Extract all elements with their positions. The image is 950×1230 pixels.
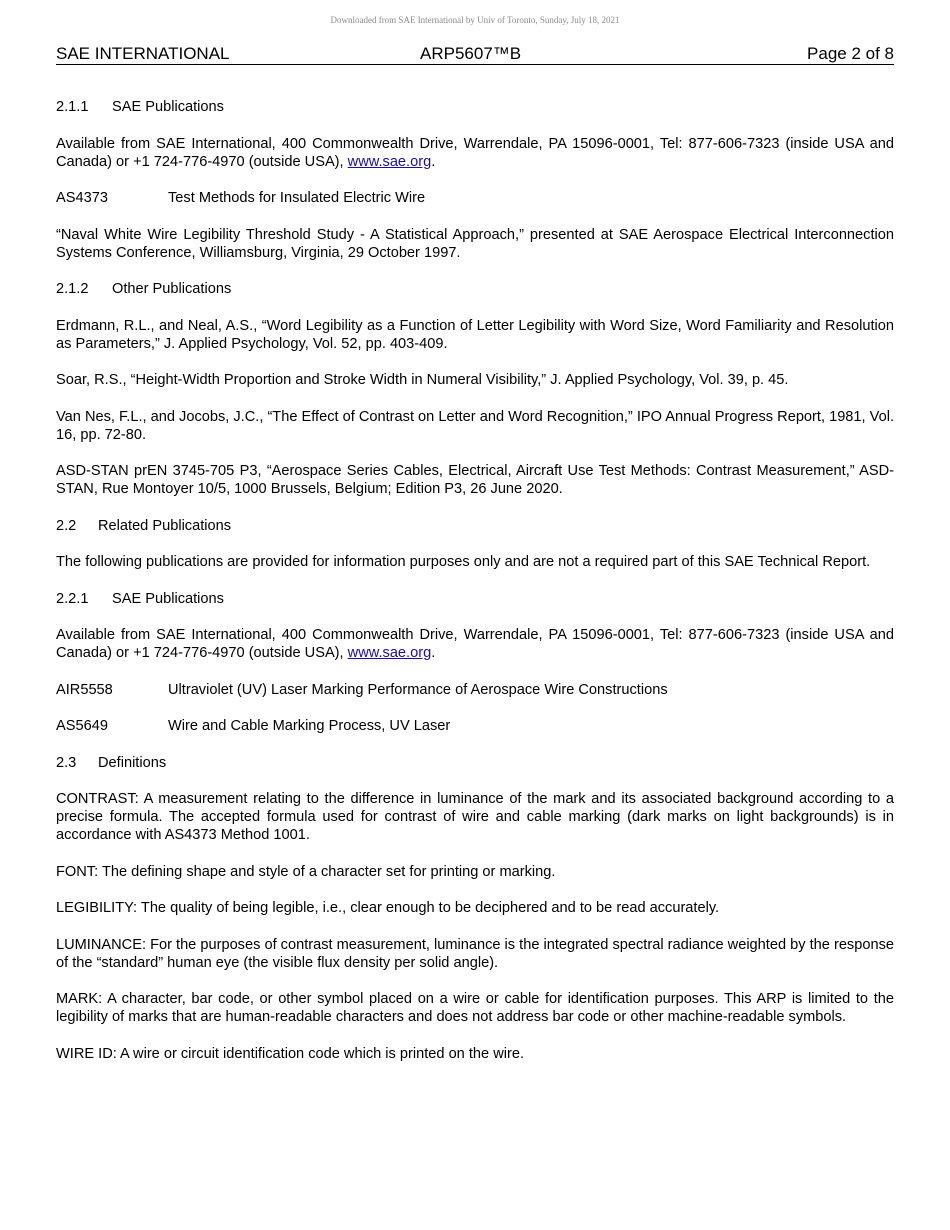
document-body <box>56 98 894 1063</box>
definition-legibility: LEGIBILITY: The quality of being legible, i.e., clear enough to be deciphered and to be read accurately. <box>56 900 720 916</box>
definition-font: FONT: The defining shape and style of a character set for printing or marking. <box>56 863 556 880</box>
availability-end: . <box>431 153 436 170</box>
section-heading-2-2 <box>56 517 894 535</box>
reference-as4373 <box>56 189 894 207</box>
header-page-number: Page 2 of 8 <box>807 44 894 63</box>
definition-wire-id: WIRE ID: A wire or circuit identification code which is printed on the wire. <box>56 1045 525 1062</box>
download-watermark: Downloaded from SAE International by Univ of Toronto, Sunday, July 18, 2021 <box>330 15 620 25</box>
header-doc-number: ARP5607™B <box>420 44 522 63</box>
section-heading-2-1-1 <box>56 98 894 116</box>
section-title: SAE Publications <box>112 99 224 115</box>
section-title: SAE Publications <box>112 590 224 607</box>
definition-mark: MARK: A character, bar code, or other symbol placed on a wire or cable for identification purposes. This ARP is limited to the legibility of marks that are human-readable characters and does not address bar code or other machine-readable symbols. <box>56 991 894 1025</box>
definition-contrast: CONTRAST: A measurement relating to the difference in luminance of the mark and its associated background according to a precise formula. The accepted formula used for contrast of wire and cable marking (dark marks on light backgrounds) is in accordance with AS4373 Method 1001. <box>56 791 894 843</box>
sae-website-link[interactable]: www.sae.org <box>347 645 432 661</box>
reference-title: Ultraviolet (UV) Laser Marking Performance of Aerospace Wire Constructions <box>168 681 668 698</box>
section-title: Other Publications <box>112 281 232 297</box>
section-number: 2.1.2 <box>56 281 89 297</box>
reference-as5649 <box>56 717 894 735</box>
reference-asd-stan: ASD-STAN prEN 3745-705 P3, “Aerospace Series Cables, Electrical, Aircraft Use Test Methods: Contrast Measurement,” ASD-STAN, Rue Montoyer 10/5, 1000 Brussels, Belgium; Edition P3, 26 June 2020. <box>56 463 894 497</box>
section-title: Definitions <box>98 754 167 771</box>
availability-paragraph <box>56 626 894 662</box>
section-number: 2.2 <box>56 517 77 534</box>
reference-naval-study: “Naval White Wire Legibility Threshold Study - A Statistical Approach,” presented at SAE Aerospace Electrical Interconnection Systems Conference, Williamsburg, Virginia, 29 October 1997. <box>56 226 894 261</box>
reference-code: AS4373 <box>56 190 108 206</box>
related-intro-paragraph: The following publications are provided for information purposes only and are not a required part of this SAE Technical Report. <box>56 554 871 570</box>
availability-paragraph <box>56 135 894 171</box>
reference-title: Wire and Cable Marking Process, UV Laser <box>168 718 451 734</box>
reference-title: Test Methods for Insulated Electric Wire <box>168 190 426 206</box>
reference-code: AIR5558 <box>56 681 113 698</box>
section-heading-2-1-2 <box>56 280 894 298</box>
section-title: Related Publications <box>98 517 232 534</box>
availability-end: . <box>431 645 436 661</box>
section-heading-2-3 <box>56 754 894 772</box>
section-number: 2.3 <box>56 754 77 771</box>
section-heading-2-2-1 <box>56 590 894 608</box>
reference-soar: Soar, R.S., “Height-Width Proportion and Stroke Width in Numeral Visibility,” J. Applied Psychology, Vol. 39, p. 45. <box>56 372 789 388</box>
reference-air5558 <box>56 681 894 699</box>
reference-code: AS5649 <box>56 718 108 734</box>
section-number: 2.1.1 <box>56 99 89 115</box>
reference-van-nes: Van Nes, F.L., and Jocobs, J.C., “The Effect of Contrast on Letter and Word Recognition,” IPO Annual Progress Report, 1981, Vol. 16, pp. 72-80. <box>56 408 894 443</box>
section-number: 2.2.1 <box>56 590 89 607</box>
availability-text: Available from SAE International, 400 Commonwealth Drive, Warrendale, PA 15096-0001, Tel: 877-606-7323 (inside USA and Canada) or +1 724-776-4970 (outside USA), <box>56 135 894 170</box>
sae-website-link[interactable]: www.sae.org <box>347 153 432 170</box>
availability-text: Available from SAE International, 400 Commonwealth Drive, Warrendale, PA 15096-0001, Tel: 877-606-7323 (inside USA and Canada) or +1 724-776-4970 (outside USA), <box>56 627 894 661</box>
header-org: SAE INTERNATIONAL <box>56 44 230 63</box>
reference-erdmann: Erdmann, R.L., and Neal, A.S., “Word Legibility as a Function of Letter Legibility with Word Size, Word Familiarity and Resolution as Parameters,” J. Applied Psychology, Vol. 52, pp. 403-409. <box>56 317 894 352</box>
definition-luminance: LUMINANCE: For the purposes of contrast measurement, luminance is the integrated spectral radiance weighted by the response of the “standard” human eye (the visible flux density per solid angle). <box>56 936 894 971</box>
page-header <box>56 44 894 65</box>
